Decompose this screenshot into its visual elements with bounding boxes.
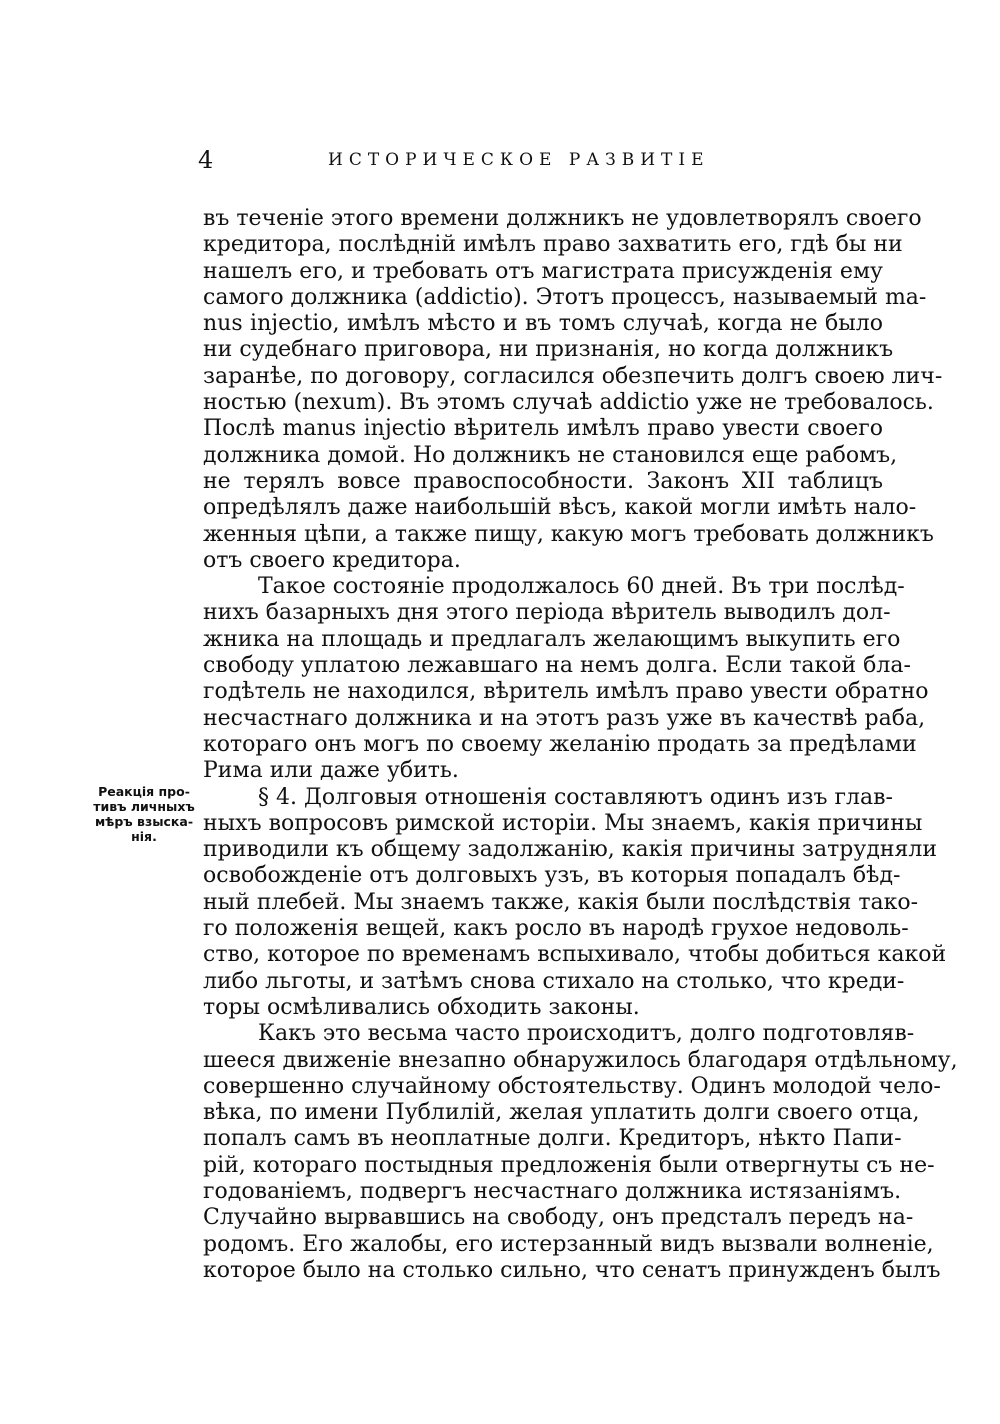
text-line: Случайно вырвавшись на свободу, онъ предсталъ передъ на-	[203, 1205, 914, 1231]
text-line: го положенія вещей, какъ росло въ народѣ грухое недоволь-	[203, 916, 909, 942]
text-line: въ теченіе этого времени должникъ не удовлетворялъ своего	[203, 206, 922, 231]
text-line: § 4. Долговыя отношенія составляютъ одинъ изъ глав-	[258, 784, 893, 810]
text-line: жника на площадь и предлагалъ желающимъ выкупить его	[203, 626, 901, 652]
page-number: 4	[198, 146, 214, 174]
text-line: котораго онъ могъ по своему желанію продать за предѣлами	[203, 731, 917, 757]
text-line: либо льготы, и затѣмъ снова стихало на столько, что креди-	[203, 968, 905, 994]
text-line: совершенно случайному обстоятельству. Одинъ молодой чело-	[203, 1073, 941, 1099]
text-line: ство, которое по временамъ вспыхивало, чтобы добиться какой	[203, 942, 947, 968]
margin-note-line: нія.	[131, 829, 157, 844]
text-line: самого должника (addictio). Этотъ процессъ, называемый ma-	[203, 284, 927, 310]
margin-note-line: тивъ личныхъ	[93, 799, 195, 814]
margin-note	[78, 784, 210, 844]
text-line: Какъ это весьма часто происходитъ, долго подготовляв-	[258, 1021, 915, 1047]
page-header	[198, 146, 888, 176]
text-line: ностью (nexum). Въ этомъ случаѣ addictio уже не требовалось.	[203, 390, 934, 416]
text-line: которое было на столько сильно, что сенатъ принужденъ былъ	[203, 1257, 941, 1283]
text-line: заранѣе, по договору, согласился обезпечить долгъ своею лич-	[203, 363, 943, 389]
text-line: годѣтель не находился, вѣритель имѣлъ право увести обратно	[203, 679, 929, 705]
text-line: ни судебнаго приговора, ни признанія, но когда должникъ	[203, 337, 894, 363]
text-line: годованіемъ, подвергъ несчастнаго должника истязаніямъ.	[203, 1178, 902, 1204]
text-line: nus injectio, имѣлъ мѣсто и въ томъ случаѣ, когда не было	[203, 311, 883, 337]
text-line: свободу уплатою лежавшаго на немъ долга. Если такой бла-	[203, 653, 911, 679]
text-line: не терялъ вовсе правоспособности. Законъ XII таблицъ	[203, 468, 883, 494]
text-line: ныхъ вопросовъ римской исторіи. Мы знаемъ, какія причины	[203, 810, 923, 836]
text-line: Послѣ manus injectio вѣритель имѣлъ право увести своего	[203, 416, 883, 442]
text-line: шееся движеніе внезапно обнаружилось благодаря отдѣльному,	[203, 1047, 958, 1073]
running-head: ИСТОРИЧЕСКОЕ РАЗВИТIЕ	[328, 150, 710, 170]
text-line: Такое состояніе продолжалось 60 дней. Въ три послѣд-	[258, 574, 905, 600]
text-line: женныя цѣпи, а также пищу, какую могъ требовать должникъ	[203, 521, 934, 547]
text-line: нашелъ его, и требовать отъ магистрата присужденія ему	[203, 258, 883, 284]
text-line: кредитора, послѣдній имѣлъ право захватить его, гдѣ бы ни	[203, 232, 903, 258]
text-line: рій, котораго постыдныя предложенія были отвергнуты съ не-	[203, 1152, 935, 1178]
text-line: Рима или даже убить.	[203, 758, 459, 784]
text-line: ный плебей. Мы знаемъ также, какія были послѣдствія тако-	[203, 889, 919, 915]
text-line: приводили къ общему задолжанію, какія причины затрудняли	[203, 837, 938, 863]
text-line: несчастнаго должника и на этотъ разъ уже въ качествѣ раба,	[203, 705, 926, 731]
text-line: опредѣлялъ даже наибольшій вѣсъ, какой могли имѣть нало-	[203, 495, 917, 521]
text-line: вѣка, по имени Публилій, желая уплатить долги своего отца,	[203, 1100, 920, 1126]
text-line: родомъ. Его жалобы, его истерзанный видъ вызвали волненіе,	[203, 1231, 934, 1257]
text-line: освобожденіе отъ долговыхъ узъ, въ которыя попадалъ бѣд-	[203, 863, 901, 889]
text-line: торы осмѣливались обходить законы.	[203, 994, 640, 1020]
body-text	[203, 206, 958, 1284]
text-line: нихъ базарныхъ дня этого періода вѣритель выводилъ дол-	[203, 600, 891, 626]
text-line: попалъ самъ въ неоплатные долги. Кредиторъ, нѣкто Папи-	[203, 1126, 902, 1152]
margin-note-line: мѣръ взыска-	[94, 814, 194, 829]
text-line: должника домой. Но должникъ не становился еще рабомъ,	[203, 442, 898, 468]
text-line: отъ своего кредитора.	[203, 547, 461, 573]
margin-note-line: Реакція про-	[98, 784, 190, 799]
